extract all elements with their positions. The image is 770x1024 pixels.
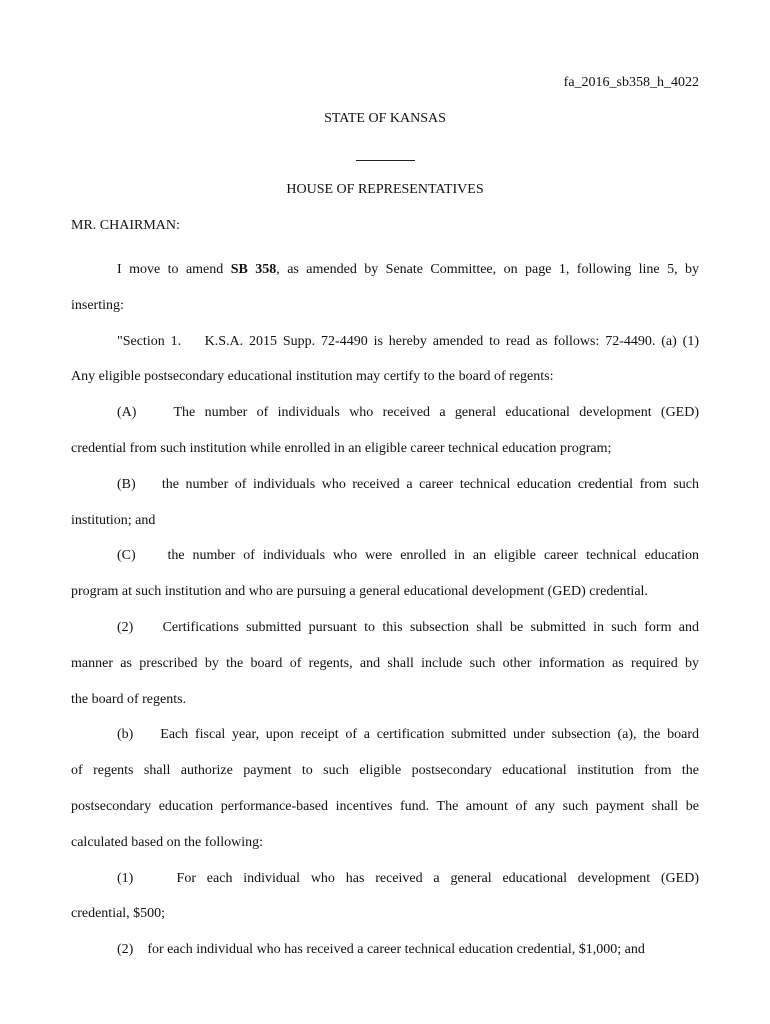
subsection-b-line-3: postsecondary education performance-based incentives fund. The amount of any such payment shall be (71, 798, 699, 814)
subsection-b-line-2: of regents shall authorize payment to such eligible postsecondary educational institution from the (71, 763, 699, 779)
amendment-body (71, 252, 699, 968)
payment-2-line-1: (2) for each individual who has received a career technical education credential, $1,000; and (117, 942, 645, 958)
motion-line-1 (71, 252, 699, 288)
item-a-paragraph (71, 395, 699, 467)
item-2-line-2: manner as prescribed by the board of regents, and shall include such other information as required by (71, 655, 699, 671)
item-c-line-1: (C) the number of individuals who were enrolled in an eligible career technical education (117, 548, 699, 564)
subsection-b-line-1: (b) Each fiscal year, upon receipt of a certification submitted under subsection (a), the board (117, 727, 699, 743)
payment-1-paragraph (71, 861, 699, 933)
motion-paragraph (71, 252, 699, 324)
payment-2-paragraph (71, 932, 699, 968)
motion-text-cont: , as amended by Senate Committee, on page 1, following line 5, by (276, 262, 700, 277)
section-1-line-2: Any eligible postsecondary educational institution may certify to the board of regents: (71, 369, 554, 385)
payment-1-line-2: credential, $500; (71, 906, 166, 922)
item-c-line-2: program at such institution and who are pursuing a general educational development (GED) credential. (71, 584, 648, 600)
salutation: MR. CHAIRMAN: (71, 218, 180, 233)
item-a-line-1: (A) The number of individuals who received a general educational development (GED) (117, 405, 699, 421)
section-1-paragraph (71, 324, 699, 396)
heading-divider (356, 160, 415, 161)
item-b-line-2: institution; and (71, 512, 156, 528)
item-a-line-2: credential from such institution while enrolled in an eligible career technical education program; (71, 440, 612, 456)
section-1-line-1: "Section 1. K.S.A. 2015 Supp. 72-4490 is hereby amended to read as follows: 72-4490. (a) (1) (117, 333, 699, 349)
motion-text: I move to amend (117, 262, 231, 277)
item-b-paragraph (71, 467, 699, 539)
item-b-line-1: (B) the number of individuals who received a career technical education credential from such (117, 476, 699, 492)
state-heading: STATE OF KANSAS (324, 111, 446, 126)
document-reference-id: fa_2016_sb358_h_4022 (563, 75, 699, 90)
chamber-heading: HOUSE OF REPRESENTATIVES (286, 182, 484, 197)
payment-1-line-1: (1) For each individual who has received a general educational development (GED) (117, 870, 699, 886)
motion-line-2: inserting: (71, 297, 124, 313)
subsection-b-line-4: calculated based on the following: (71, 834, 264, 850)
item-2-line-3: the board of regents. (71, 691, 187, 707)
subsection-b-paragraph (71, 717, 699, 860)
item-2-line-1: (2) Certifications submitted pursuant to this subsection shall be submitted in such form and (117, 619, 699, 635)
item-c-paragraph (71, 538, 699, 610)
item-2-paragraph (71, 610, 699, 717)
bill-number: SB 358 (230, 262, 277, 277)
